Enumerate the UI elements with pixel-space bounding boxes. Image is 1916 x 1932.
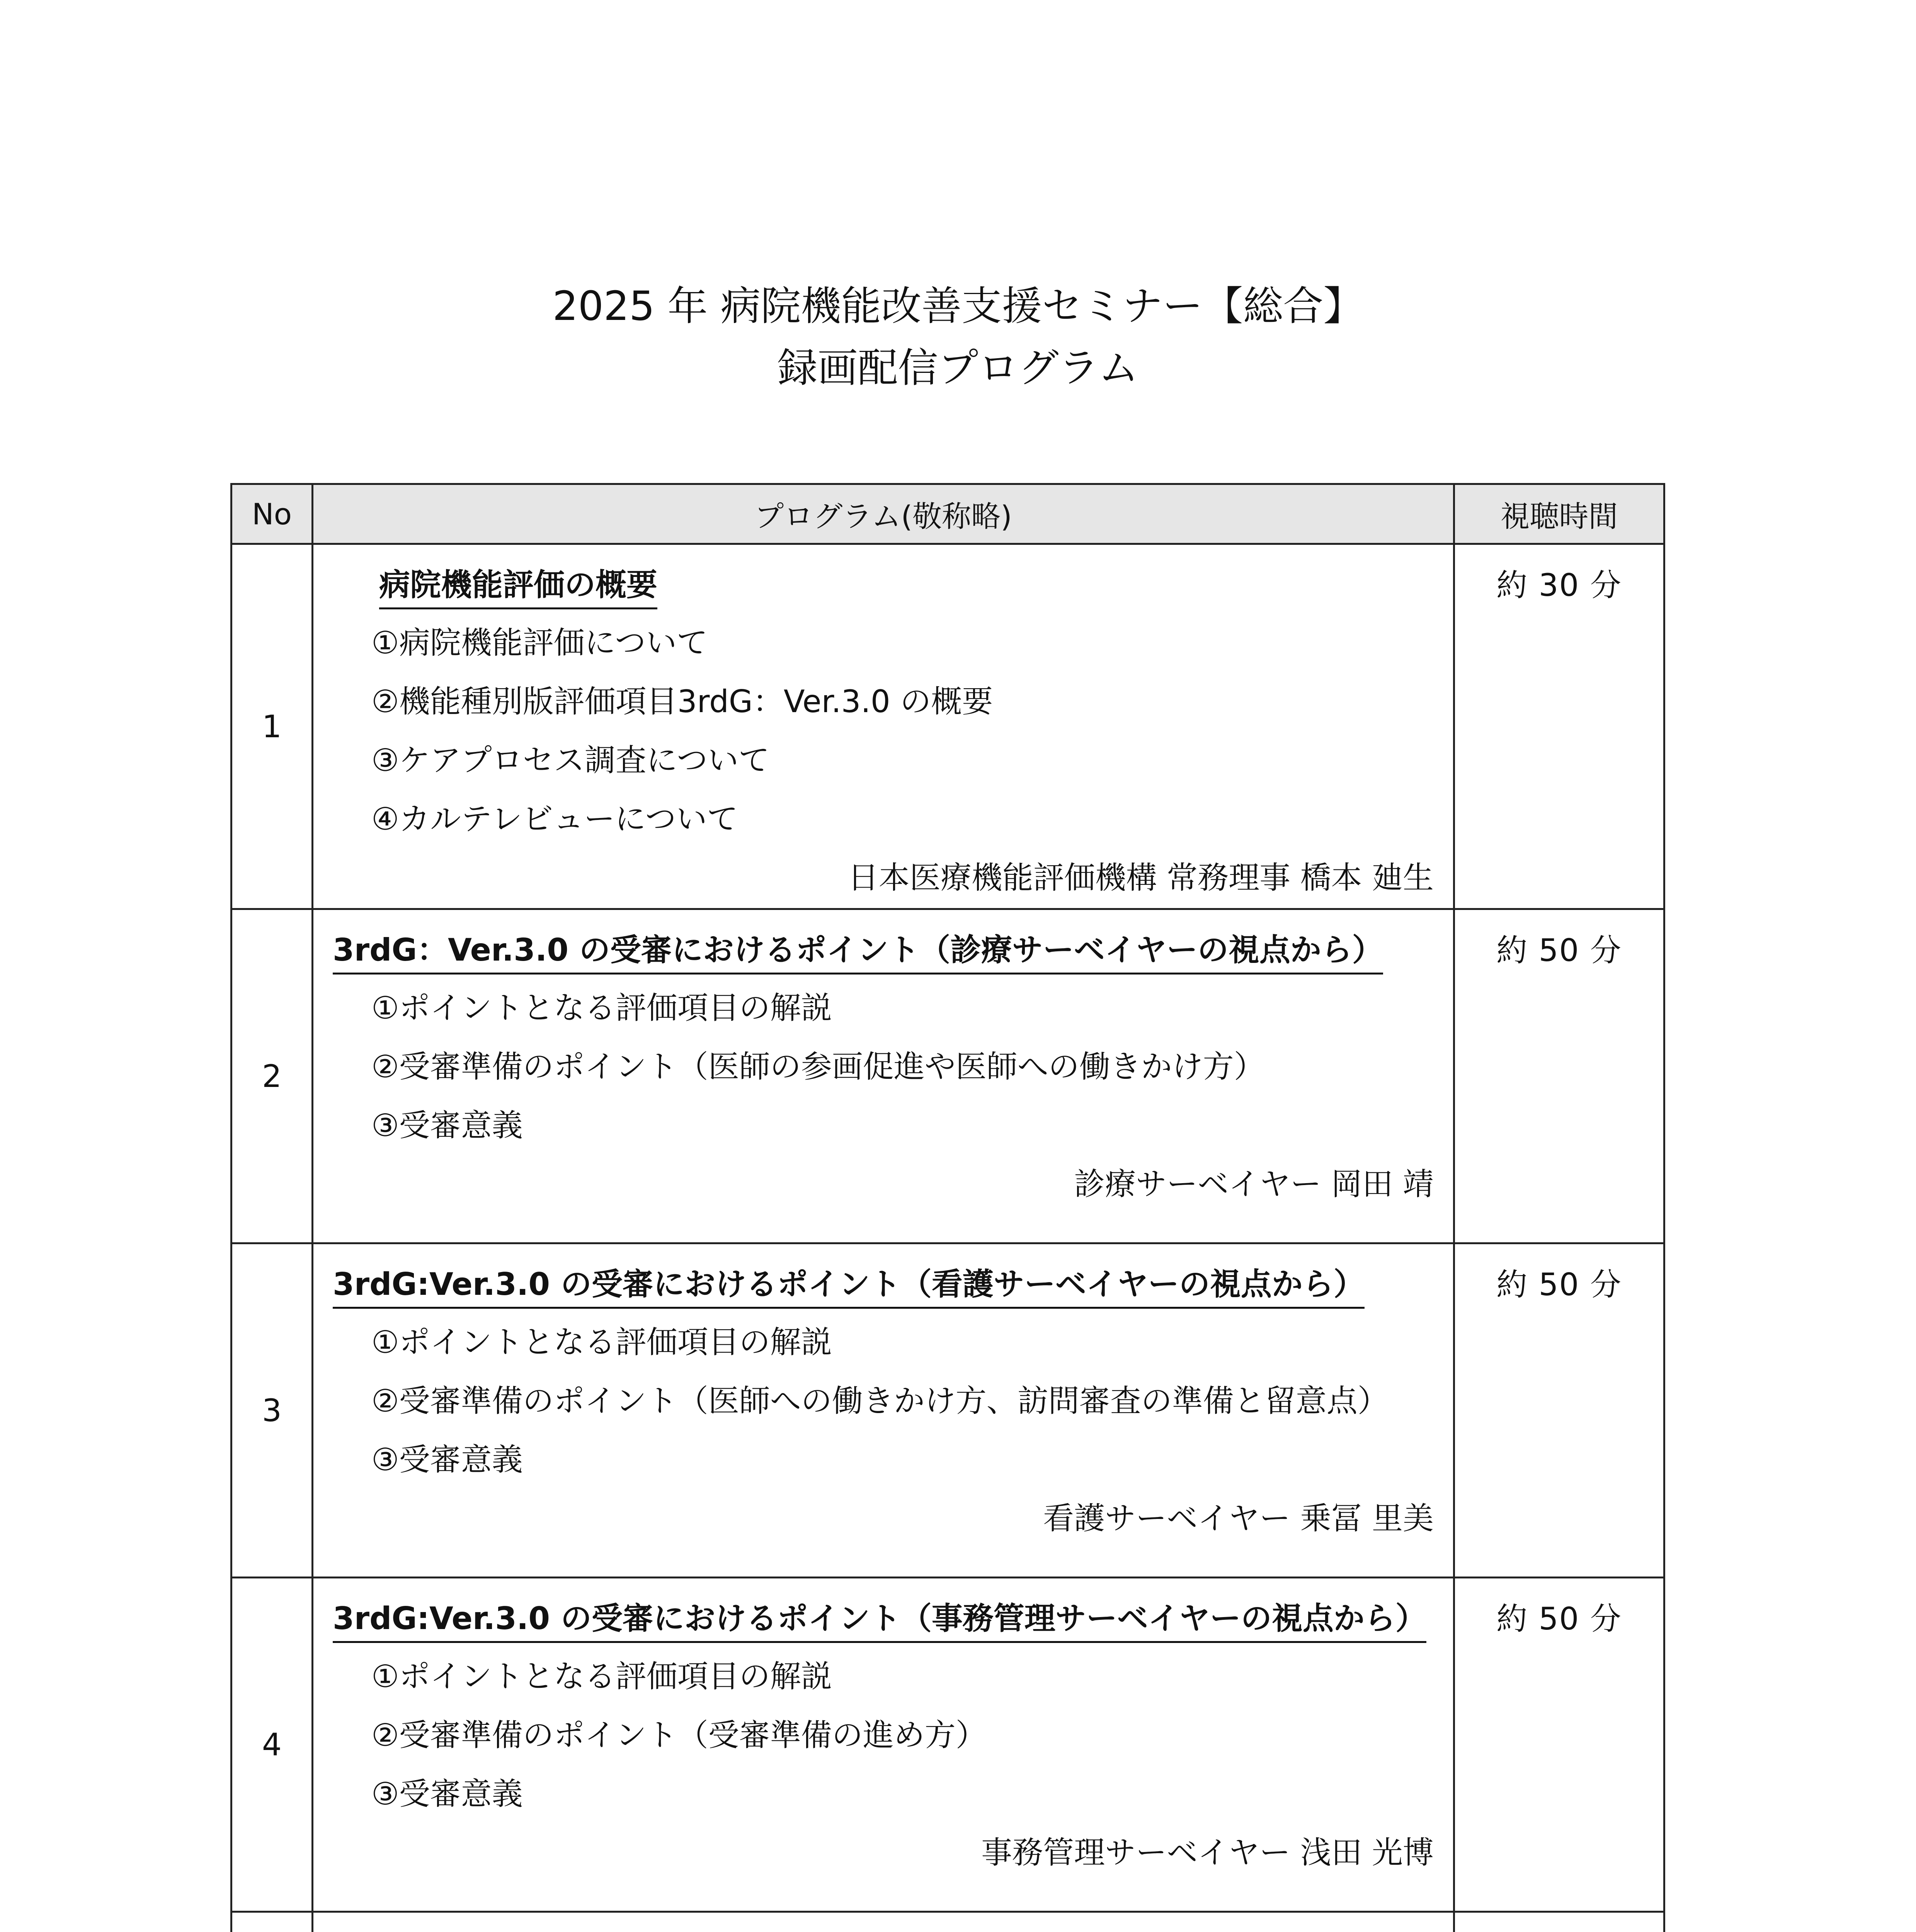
row-item: ②受審準備のポイント（医師の参画促進や医師への働きかけ方）: [371, 1049, 1265, 1085]
row-speaker: 日本医療機能評価機構 常務理事 橋本 廸生: [847, 860, 1434, 896]
header-time: 視聴時間: [1454, 484, 1664, 544]
program-table: [230, 483, 1665, 1932]
row-item: ①ポイントとなる評価項目の解説: [371, 1324, 832, 1360]
row-item: ②受審準備のポイント（医師への働きかけ方、訪問審査の準備と留意点）: [371, 1383, 1389, 1419]
row-heading: 3rdG：Ver.3.0 の受審におけるポイント（診療サーベイヤーの視点から）: [333, 930, 1383, 975]
page-subtitle: 録画配信プログラム: [777, 344, 1139, 391]
row-item: ②機能種別版評価項目3rdG：Ver.3.0 の概要: [371, 684, 993, 719]
row-item: ①病院機能評価について: [371, 625, 708, 661]
row-time: 約 30 分: [1454, 544, 1664, 909]
table-row: [231, 909, 1664, 1243]
row-time: 約 50 分: [1454, 909, 1664, 1243]
row-no: 4: [231, 1578, 313, 1912]
row-time: 約 50 分: [1454, 1578, 1664, 1912]
row-time: 約 50 分: [1454, 1243, 1664, 1578]
row-no: 2: [231, 909, 313, 1243]
row-heading: 3rdG:Ver.3.0 の受審におけるポイント（事務管理サーベイヤーの視点から）: [333, 1599, 1426, 1643]
row-no: 1: [231, 544, 313, 909]
row-no: [231, 1912, 313, 1932]
row-program: [313, 544, 1454, 909]
header-no: No: [231, 484, 313, 544]
table-row: [231, 1243, 1664, 1578]
header-program: プログラム(敬称略): [313, 484, 1454, 544]
row-item: ③受審意義: [371, 1442, 523, 1478]
row-speaker: 事務管理サーベイヤー 浅田 光博: [981, 1835, 1434, 1871]
row-program: [313, 1243, 1454, 1578]
row-time: [1454, 1912, 1664, 1932]
page-title: 2025 年 病院機能改善支援セミナー【総合】: [552, 282, 1364, 330]
row-heading: 病院機能評価の概要: [379, 565, 657, 609]
row-item: ③ケアプロセス調査について: [371, 742, 770, 778]
row-item: ②受審準備のポイント（受審準備の進め方）: [371, 1717, 987, 1753]
row-heading: 3rdG:Ver.3.0 の受審におけるポイント（看護サーベイヤーの視点から）: [333, 1264, 1365, 1309]
row-item: ③受審意義: [371, 1107, 523, 1143]
row-speaker: 診療サーベイヤー 岡田 靖: [1074, 1166, 1434, 1202]
row-item: ③受審意義: [371, 1776, 523, 1812]
row-speaker: 看護サーベイヤー 乗冨 里美: [1043, 1500, 1434, 1536]
row-program: [313, 1578, 1454, 1912]
table-row: [231, 544, 1664, 909]
row-item: ④カルテレビューについて: [371, 801, 738, 837]
table-row: [231, 1578, 1664, 1912]
table-row: [231, 1912, 1664, 1932]
row-program: [313, 909, 1454, 1243]
row-item: ①ポイントとなる評価項目の解説: [371, 1658, 832, 1694]
row-item: ①ポイントとなる評価項目の解説: [371, 990, 832, 1026]
row-program: [313, 1912, 1454, 1932]
row-no: 3: [231, 1243, 313, 1578]
table-header-row: [231, 484, 1664, 544]
